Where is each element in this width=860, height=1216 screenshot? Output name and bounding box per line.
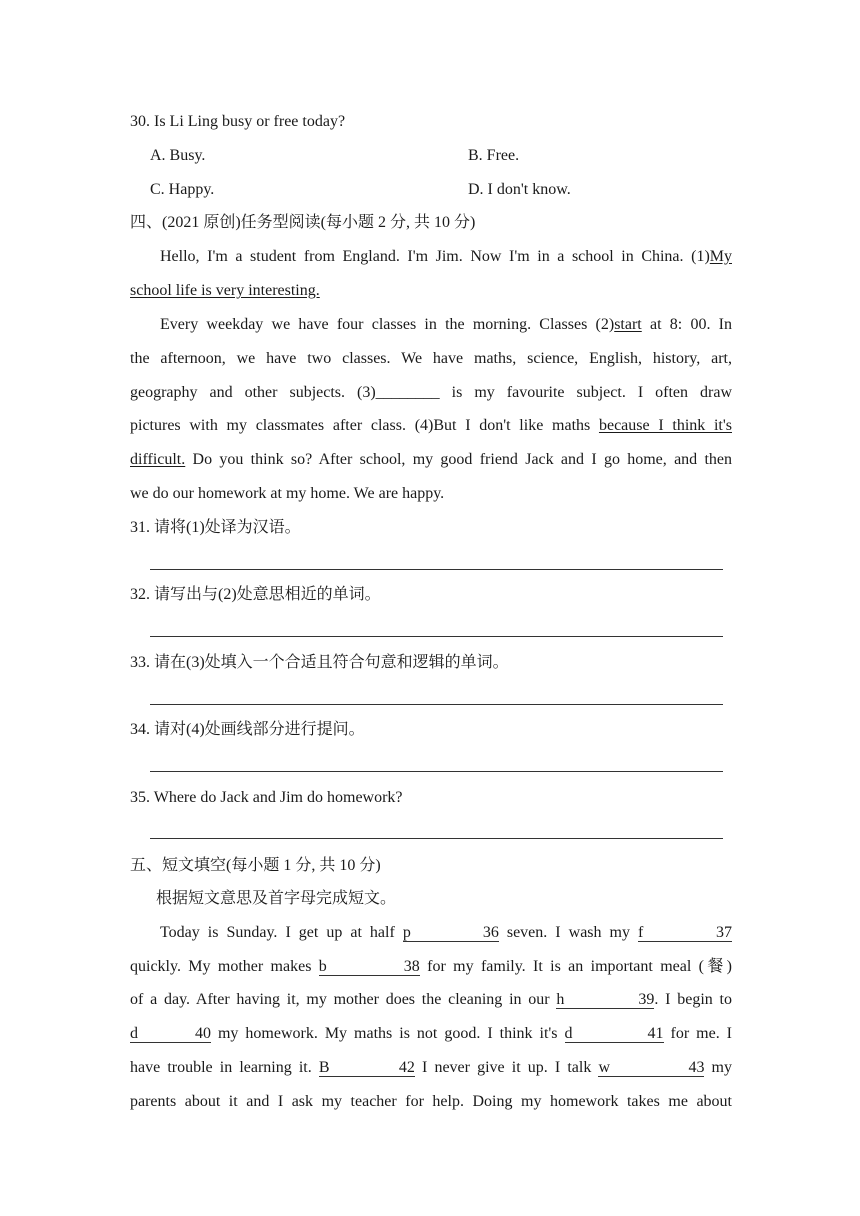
passage-line: school life is very interesting. <box>130 282 320 299</box>
passage-line: Hello, I'm a student from England. I'm Jim. Now I'm in a school in China. (1)My <box>160 248 732 265</box>
passage-line: the afternoon, we have two classes. We have maths, science, English, history, art, <box>130 350 732 367</box>
answer-line[interactable] <box>150 704 723 705</box>
blank-37[interactable]: f 37 <box>638 924 732 941</box>
cloze-line: have trouble in learning it. B 42 I never give it up. I talk w 43 my <box>130 1059 732 1076</box>
passage-line: difficult. Do you think so? After school, my good friend Jack and I go home, and then <box>130 451 732 468</box>
q30-option-c: C. Happy. <box>150 181 215 198</box>
section5-instruction: 根据短文意思及首字母完成短文。 <box>156 890 397 907</box>
answer-line[interactable] <box>150 636 723 637</box>
passage-line: geography and other subjects. (3)________ is my favourite subject. I often draw <box>130 384 732 401</box>
q30-option-a: A. Busy. <box>150 147 206 164</box>
question-35: 35. Where do Jack and Jim do homework? <box>130 789 403 806</box>
cloze-line: d 40 my homework. My maths is not good. I think it's d 41 for me. I <box>130 1025 733 1042</box>
blank-39[interactable]: h 39 <box>556 991 655 1008</box>
passage-line: Every weekday we have four classes in the morning. Classes (2)start at 8: 00. In <box>160 316 732 333</box>
blank-41[interactable]: d 41 <box>564 1025 664 1042</box>
q30-option-b: B. Free. <box>468 147 520 164</box>
cloze-line: of a day. After having it, my mother does the cleaning in our h 39 . I begin to <box>130 991 732 1008</box>
blank-43[interactable]: w 43 <box>598 1059 705 1076</box>
q30-option-d: D. I don't know. <box>468 181 571 198</box>
blank-42[interactable]: B 42 <box>318 1059 415 1076</box>
cloze-line: parents about it and I ask my teacher for help. Doing my homework takes me about <box>130 1093 732 1110</box>
question-33: 33. 请在(3)处填入一个合适且符合句意和逻辑的单词。 <box>130 654 509 671</box>
passage-line: pictures with my classmates after class. (4)But I don't like maths because I think it's <box>130 417 732 434</box>
answer-line[interactable] <box>150 838 723 839</box>
section5-heading: 五、短文填空(每小题 1 分, 共 10 分) <box>130 857 381 874</box>
cloze-line: quickly. My mother makes b 38 for my family. It is an important meal (餐) <box>130 958 733 975</box>
blank-40[interactable]: d 40 <box>130 1025 211 1042</box>
section4-heading: 四、(2021 原创)任务型阅读(每小题 2 分, 共 10 分) <box>130 214 476 231</box>
answer-line[interactable] <box>150 771 723 772</box>
question-34: 34. 请对(4)处画线部分进行提问。 <box>130 721 365 738</box>
question-32: 32. 请写出与(2)处意思相近的单词。 <box>130 586 381 603</box>
cloze-line: Today is Sunday. I get up at half p 36 seven. I wash my f 37 <box>160 924 732 941</box>
answer-line[interactable] <box>150 569 723 570</box>
q30-stem: 30. Is Li Ling busy or free today? <box>130 113 346 130</box>
passage-line: we do our homework at my home. We are happy. <box>130 485 445 502</box>
blank-36[interactable]: p 36 <box>402 924 499 941</box>
question-31: 31. 请将(1)处译为汉语。 <box>130 519 301 536</box>
blank-38[interactable]: b 38 <box>318 958 420 975</box>
